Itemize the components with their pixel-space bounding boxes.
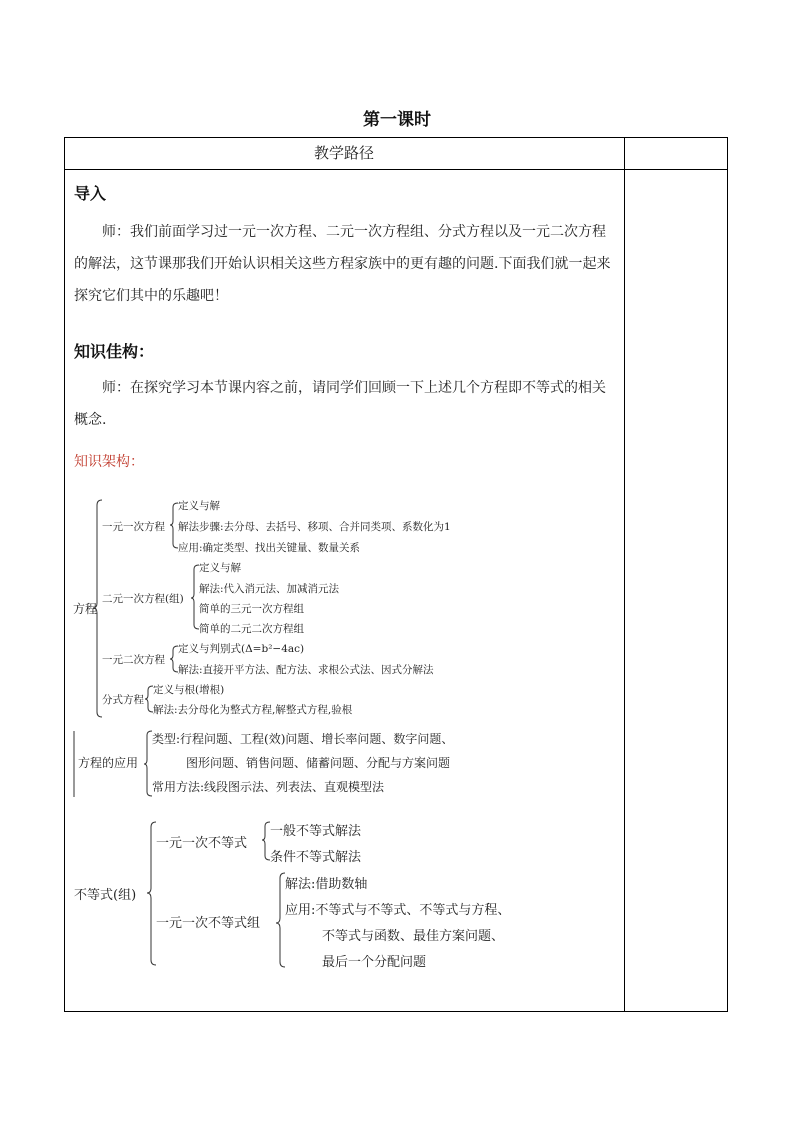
branch-quadratic-equation: 一元二次方程	[102, 654, 165, 666]
brace-linear-inequality	[262, 822, 270, 860]
leaf-ineq-system-2: 应用:不等式与不等式、不等式与方程、	[285, 903, 511, 918]
brace-application	[144, 731, 152, 796]
application-line-1: 类型:行程问题、工程(效)问题、增长率问题、数字问题、	[152, 732, 454, 746]
leaf-ineq-system-3: 不等式与函数、最佳方案问题、	[322, 929, 505, 944]
branch-linear-inequality: 一元一次不等式	[156, 836, 248, 851]
leaf-system-2: 解法:代入消元法、加减消元法	[199, 583, 340, 595]
brace-inequality-system	[276, 873, 285, 967]
brace-quadratic-equation	[170, 646, 178, 672]
intro-heading: 导入	[74, 184, 107, 203]
branch-linear-system: 二元一次方程(组)	[102, 593, 184, 605]
framework-heading: 知识架构：	[74, 454, 144, 470]
leaf-system-1: 定义与解	[199, 562, 241, 574]
knowledge-heading: 知识佳构：	[74, 342, 155, 361]
leaf-ineq-system-4: 最后一个分配问题	[322, 955, 427, 970]
intro-paragraph: 师：我们前面学习过一元一次方程、二元一次方程组、分式方程以及一元二次方程的解法，这节课那我们开始认识相关这些方程家族中的更有趣的问题.下面我们就一起来探究它们其中的乐趣吧！	[74, 224, 611, 304]
leaf-linear-2: 解法步骤:去分母、去括号、移项、合并同类项、系数化为1	[178, 521, 451, 533]
leaf-fractional-1: 定义与根(增根)	[153, 684, 225, 696]
tree-root-equation: 方程	[73, 602, 98, 616]
table-header: 教学路径	[313, 144, 374, 162]
brace-linear-equation	[170, 503, 178, 548]
leaf-inequality-1: 一般不等式解法	[270, 824, 362, 839]
leaf-ineq-system-1: 解法:借助数轴	[285, 877, 368, 892]
knowledge-paragraph: 师：在探究学习本节课内容之前，请同学们回顾一下上述几个方程即不等式的相关概念.	[74, 380, 606, 428]
application-line-3: 常用方法:线段图示法、列表法、直观模型法	[152, 780, 385, 794]
leaf-quadratic-2: 解法:直接开平方法、配方法、求根公式法、因式分解法	[178, 664, 434, 676]
leaf-system-3: 简单的三元一次方程组	[199, 603, 304, 615]
branch-inequality-system: 一元一次不等式组	[156, 916, 261, 931]
page-title: 第一课时	[363, 110, 431, 130]
tree-root-inequality: 不等式(组)	[74, 888, 137, 903]
application-line-2: 图形问题、销售问题、储蓄问题、分配与方案问题	[186, 756, 451, 770]
leaf-system-4: 简单的二元二次方程组	[199, 623, 304, 635]
leaf-fractional-2: 解法:去分母化为整式方程,解整式方程,验根	[153, 704, 353, 716]
root-brace-inequality	[147, 822, 156, 965]
leaf-linear-3: 应用:确定类型、找出关键量、数量关系	[178, 542, 361, 554]
branch-fractional-equation: 分式方程	[102, 694, 144, 706]
brace-fractional-equation	[145, 686, 153, 712]
application-label: 方程的应用	[78, 756, 139, 770]
leaf-quadratic-1: 定义与判别式(Δ=b²−4ac)	[178, 643, 305, 655]
branch-linear-equation: 一元一次方程	[102, 521, 165, 533]
brace-linear-system	[191, 565, 199, 629]
leaf-inequality-2: 条件不等式解法	[270, 850, 362, 865]
leaf-linear-1: 定义与解	[178, 500, 220, 512]
